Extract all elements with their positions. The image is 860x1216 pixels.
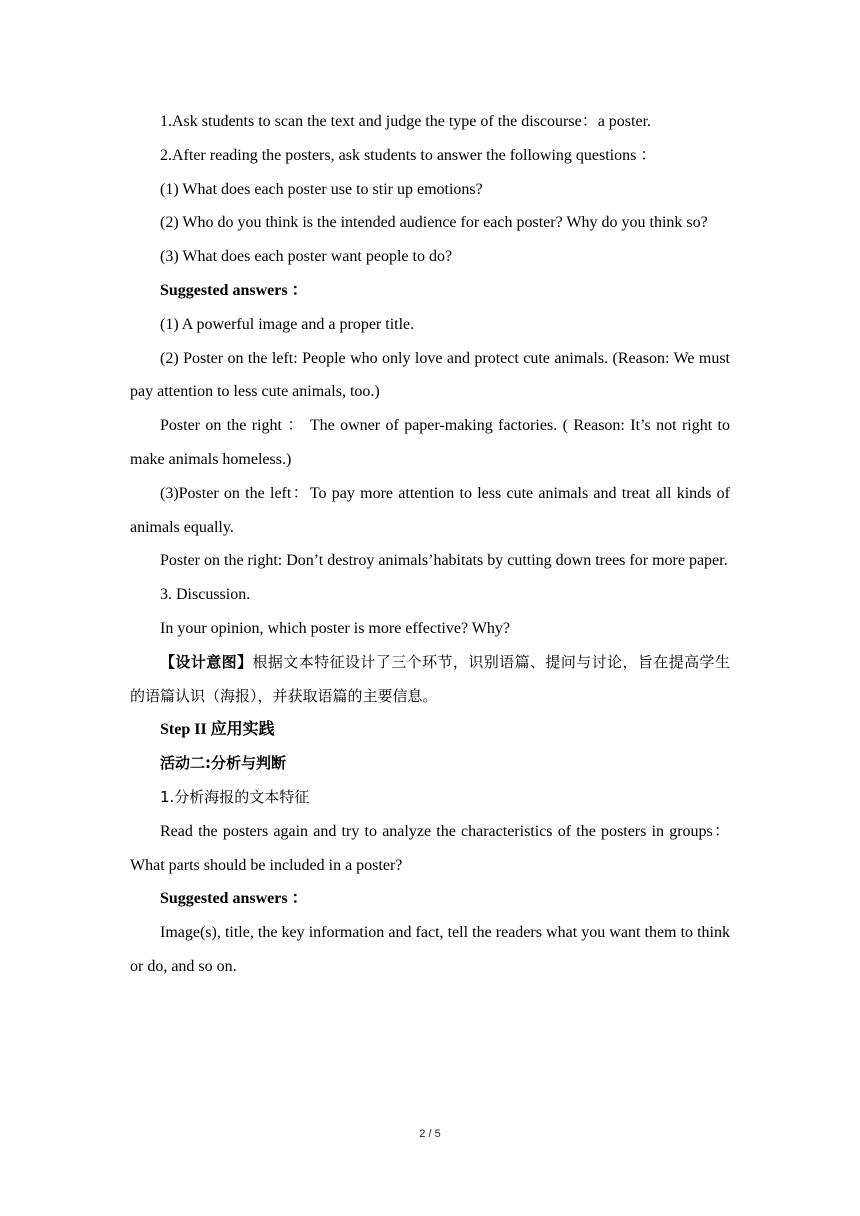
discussion-question: In your opinion, which poster is more effective? Why? [160,619,510,637]
document-body [130,105,730,984]
answer-2-left: (2) Poster on the left: People who only love and protect cute animals. (Reason: We must pay attention to less cute animals, too.) [130,349,730,401]
paragraph-after-reading: 2.After reading the posters, ask students to answer the following questions ： [160,146,657,164]
design-intent-paragraph [130,646,730,714]
answer-2-right: Poster on the right ： The owner of paper-making factories. ( Reason: It’s not right to make animals homeless.) [130,417,730,468]
discussion-heading: 3. Discussion. [160,586,251,604]
answer-3-left: (3)Poster on the left：To pay more attention to less cute animals and treat all kinds of animals equally. [130,484,730,536]
question-1: (1) What does each poster use to stir up emotions? [160,180,483,198]
design-intent-label: 【设计意图】 [160,652,253,671]
step-2-heading: Step II 应用实践 [160,721,275,739]
subheading-poster-features: 1.分析海报的文本特征 [160,787,310,806]
suggested-answers-heading: Suggested answers ： [160,281,308,299]
activity-2-heading: 活动二:分析与判断 [160,754,286,773]
answer-poster-parts: Image(s), title, the key information and fact, tell the readers what you want them to think or do, and so on. [130,924,730,975]
answer-1: (1) A powerful image and a proper title. [160,315,415,333]
page-number: 2 / 5 [419,1128,441,1140]
design-intent-text: 根据文本特征设计了三个环节，识别语篇、提问与讨论，旨在提高学生的语篇认识（海报），并获取语篇的主要信息。 [130,652,730,705]
question-3: (3) What does each poster want people to do? [160,248,453,266]
answer-3-right: Poster on the right: Don’t destroy animals’habitats by cutting down trees for more paper. [160,552,728,570]
paragraph-read-posters: Read the posters again and try to analyze the characteristics of the posters in groups：What parts should be included in a poster? [130,822,730,874]
question-2: (2) Who do you think is the intended audience for each poster? Why do you think so? [160,214,708,232]
paragraph-scan-text: 1.Ask students to scan the text and judge the type of the discourse：a poster. [160,113,652,130]
suggested-answers-heading-2: Suggested answers ： [160,890,308,908]
